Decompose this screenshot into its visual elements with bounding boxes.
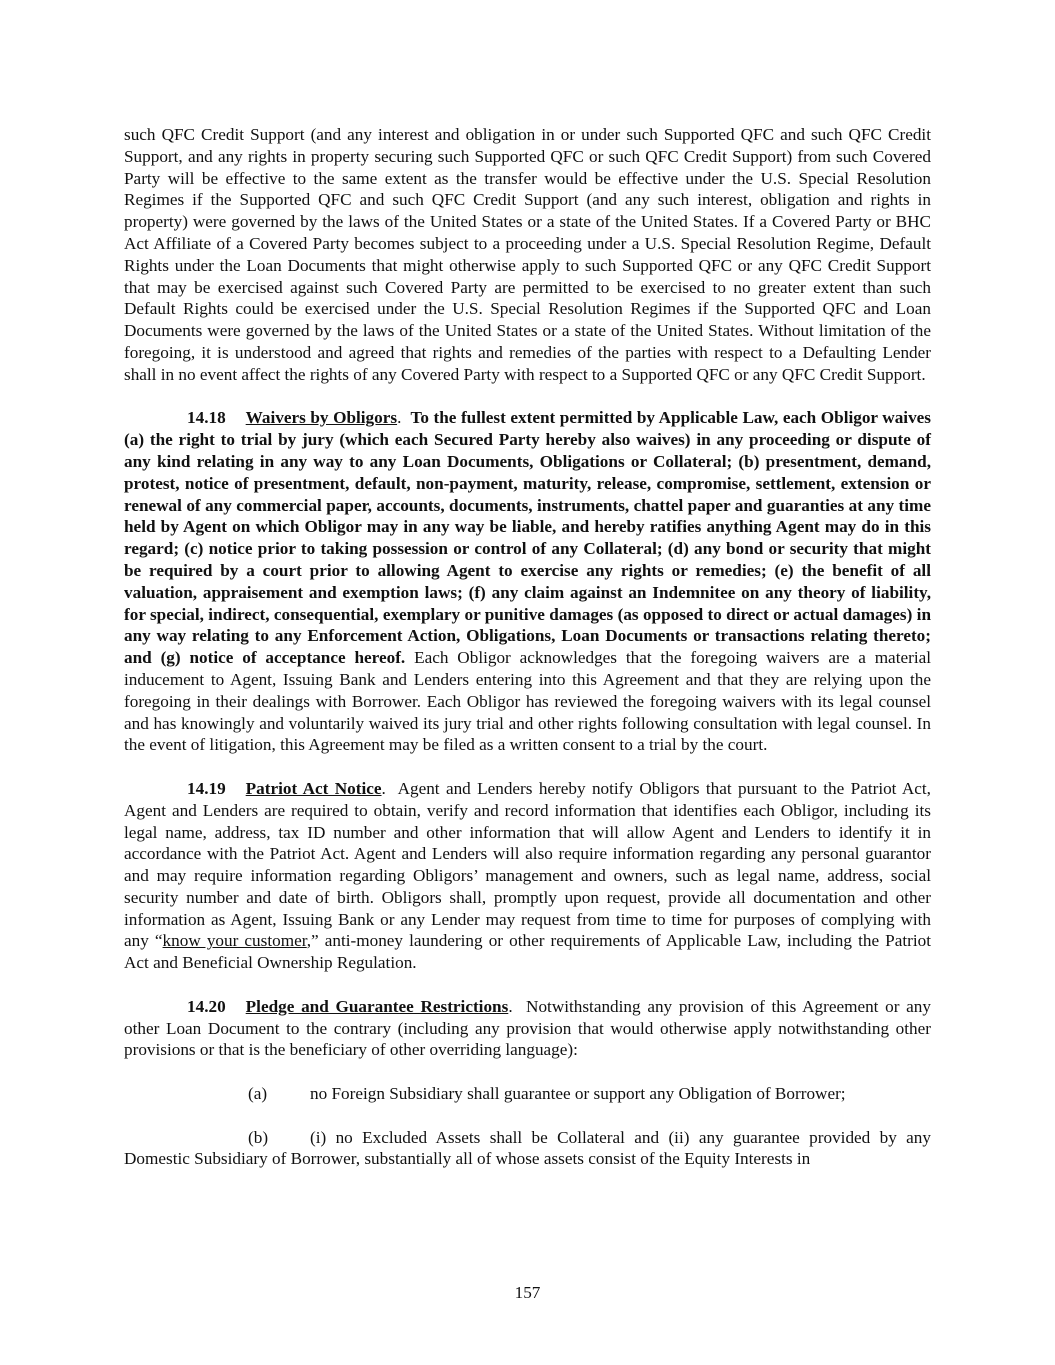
- section-14-18: [124, 407, 931, 756]
- list-item-b: [124, 1127, 931, 1171]
- item-label: (b): [248, 1127, 269, 1147]
- item-text: no Foreign Subsidiary shall guarantee or support any Obligation of Borrower;: [310, 1084, 846, 1104]
- waiver-bold-text: To the fullest extent permitted by Applicable Law, each Obligor waives (a) the right to trial by jury (which each Secured Party hereby also waives) in any proceeding or dispute of any kind relating in any way to any Loan Documents, Obligations or Collateral; (b) presentment, demand, protest, notice of presentment, default, non-payment, maturity, release, compromise, settlement, extension or renewal of any commercial paper, accounts, documents, instruments, chattel paper and guaranties at any time held by Agent on which Obligor may in any way be liable, and hereby ratifies anything Agent may do in this regard; (c) notice prior to taking possession or control of any Collateral; (d) any bond or security that might be required by a court prior to allowing Agent to exercise any rights or remedies; (e) the benefit of all valuation, appraisement and exemption laws; (f) any claim against an Indemnitee on any theory of liability, for special, indirect, consequential, exemplary or punitive damages (as opposed to direct or actual damages) in any way relating to any Enforcement Action, Obligations, Loan Documents or transactions relating thereto; and (g) notice of acceptance hereof.: [124, 408, 931, 668]
- section-title: Pledge and Guarantee Restrictions: [245, 996, 509, 1016]
- section-number: 14.19: [187, 778, 226, 798]
- pledge-text: Notwithstanding any provision of this Agreement or any other Loan Document to the contrary (including any provision that would otherwise apply notwithstanding other provisions or that is the beneficiary of other overriding language):: [124, 996, 931, 1060]
- section-14-19: [124, 778, 931, 974]
- item-text: (i) no Excluded Assets shall be Collateral and (ii) any guarantee provided by any Domestic Subsidiary of Borrower, substantially all of whose assets consist of the Equity Interests in: [124, 1127, 931, 1169]
- page-number: 157: [514, 1283, 541, 1302]
- section-title-punct: .: [397, 408, 402, 428]
- section-number: 14.18: [187, 408, 226, 428]
- paragraph-qfc-continuation: such QFC Credit Support (and any interest and obligation in or under such Supported QFC and such QFC Credit Support, and any rights in property securing such Supported QFC or such QFC Credit Support) from such Covered Party will be effective to the same extent as the transfer would be effective under the U.S. Special Resolution Regimes if the Supported QFC and such QFC Credit Support (and any such interest, obligation and rights in property) were governed by the laws of the United States or a state of the United States. If a Covered Party or BHC Act Affiliate of a Covered Party becomes subject to a proceeding under a U.S. Special Resolution Regime, Default Rights under the Loan Documents that might otherwise apply to such Supported QFC or any QFC Credit Support that may be exercised against such Covered Party are permitted to be exercised to no greater extent than such Default Rights could be exercised under the U.S. Special Resolution Regimes if the Supported QFC and Loan Documents were governed by the laws of the United States or a state of the United States. Without limitation of the foregoing, it is understood and agreed that rights and remedies of the parties with respect to a Defaulting Lender shall in no event affect the rights of any Covered Party with respect to a Supported QFC or any QFC Credit Support.: [124, 125, 931, 384]
- waiver-plain-text: Each Obligor acknowledges that the foregoing waivers are a material inducement to Agent, Issuing Bank and Lenders entering into this Agreement and that they are relying upon the foregoing in their dealings with Borrower. Each Obligor has reviewed the foregoing waivers with its legal counsel and has knowingly and voluntarily waived its jury trial and other rights following consultation with legal counsel. In the event of litigation, this Agreement may be filed as a written consent to a trial by the court.: [124, 648, 931, 755]
- item-label: (a): [248, 1084, 268, 1104]
- section-title: Patriot Act Notice: [245, 778, 382, 798]
- list-item-a: [124, 1083, 931, 1105]
- section-number: 14.20: [187, 996, 226, 1016]
- patriot-text-after: ,” anti-money laundering or other requirements of Applicable Law, including the Patriot Act and Beneficial Ownership Regulation.: [124, 931, 931, 973]
- section-title-punct: .: [381, 778, 386, 798]
- document-page: [124, 124, 931, 1192]
- know-your-customer-text: know your customer: [162, 931, 307, 951]
- section-title-punct: .: [508, 996, 513, 1016]
- section-14-20: [124, 996, 931, 1061]
- patriot-text-before: Agent and Lenders hereby notify Obligors that pursuant to the Patriot Act, Agent and Lenders are required to obtain, verify and record information that identifies each Obligor, including its legal name, address, tax ID number and other information that will allow Agent and Lenders to identify it in accordance with the Patriot Act. Agent and Lenders will also require information regarding any personal guarantor and may require information regarding Obligors’ management and owners, such as legal name, address, social security number and date of birth. Obligors shall, promptly upon request, provide all documentation and other information as Agent, Issuing Bank or any Lender may request from time to time for purposes of complying with any “: [124, 778, 931, 951]
- section-title: Waivers by Obligors: [245, 408, 398, 428]
